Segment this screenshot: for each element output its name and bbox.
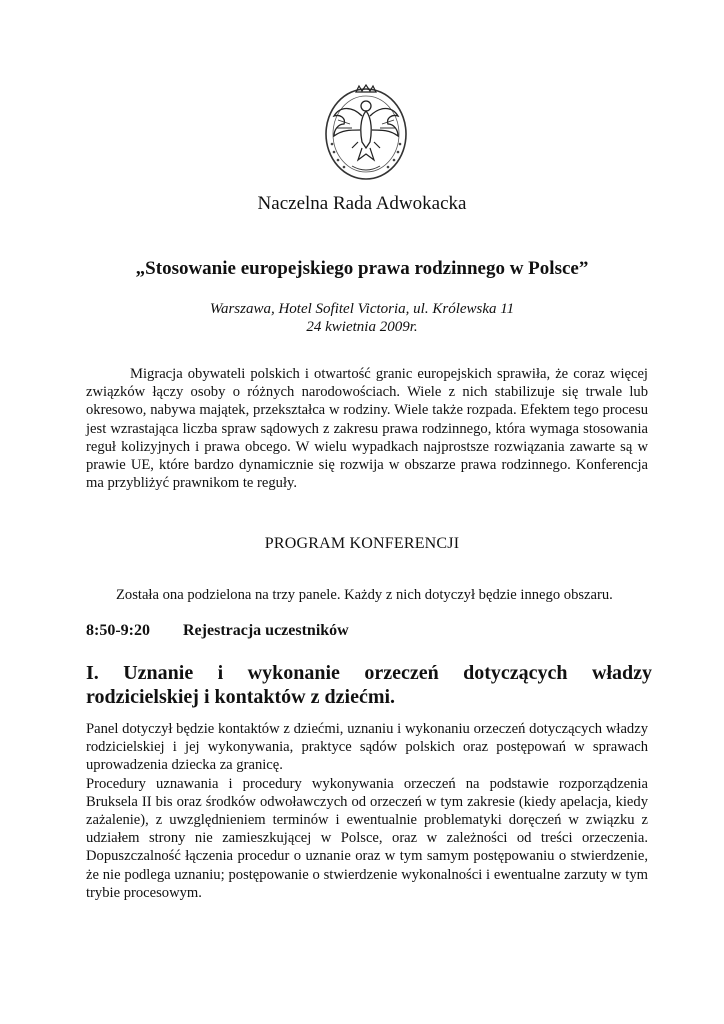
venue-block [0,300,724,336]
eagle-seal-icon [322,84,410,182]
schedule-item [86,622,349,640]
schedule-label: Rejestracja uczestników [183,622,349,639]
intro-paragraph: Migracja obywateli polskich i otwartość granic europejskich sprawiła, że coraz więcej związków łączy osoby o różnych narodowościach. Wiele z nich stabilizuje się trwale lub okresowo, nabywa majątek, przekształca w rodziny. Wiele także rozpada. Efektem tego procesu jest wzrastająca liczba spraw sądowych z zakresu prawa rodzinnego, która wymaga stosowania reguł kolizyjnych i prawa obcego. W wielu wypadkach najprostsze rozwiązania zawarte są w prawie UE, które bardzo dynamicznie się rozwija w obszarze prawa rodzinnego. Konferencja ma przybliżyć prawnikom te reguły. [86,366,648,492]
section-paragraph: Procedury uznawania i procedury wykonywania orzeczeń na podstawie rozporządzenia Bruksela II bis oraz środków odwoławczych od orzeczeń w tym zakresie (kiedy apelacja, kiedy zażalenie), z uwzględnieniem terminów i ewentualnie problematyki doręczeń w związku z udziałem strony nie zamieszkującej w Polsce, oraz w zależności od treści orzeczenia. Dopuszczalność łączenia procedur o uznanie oraz w tym samym postępowaniu o stwierdzenie, że nie podlega uznaniu; postępowanie o stwierdzenie wykonalności i ewentualne zarzuty w tym trybie procesowym. [86,775,648,901]
section-paragraph: Panel dotyczył będzie kontaktów z dziećmi, uznaniu i wykonaniu orzeczeń dotyczących władzy rodzicielskiej i jej wykonywania, praktyce sądów polskich oraz postępowań w sprawach uprowadzenia dziecka za granicę. [86,721,648,774]
section-body [86,720,648,902]
panels-note: Została ona podzielona na trzy panele. Każdy z nich dotyczył będzie innego obszaru. [116,587,613,603]
conference-title: „Stosowanie europejskiego prawa rodzinnego w Polsce” [135,258,589,279]
event-date: 24 kwietnia 2009r. [306,319,418,335]
program-heading: PROGRAM KONFERENCJI [264,535,460,552]
schedule-time: 8:50-9:20 [86,622,150,639]
organization-name: Naczelna Rada Adwokacka [257,193,467,214]
section-title: I. Uznanie i wykonanie orzeczeń dotyczących władzy rodzicielskiej i kontaktów z dziećmi. [86,662,652,708]
venue-address: Warszawa, Hotel Sofitel Victoria, ul. Królewska 11 [209,301,515,317]
